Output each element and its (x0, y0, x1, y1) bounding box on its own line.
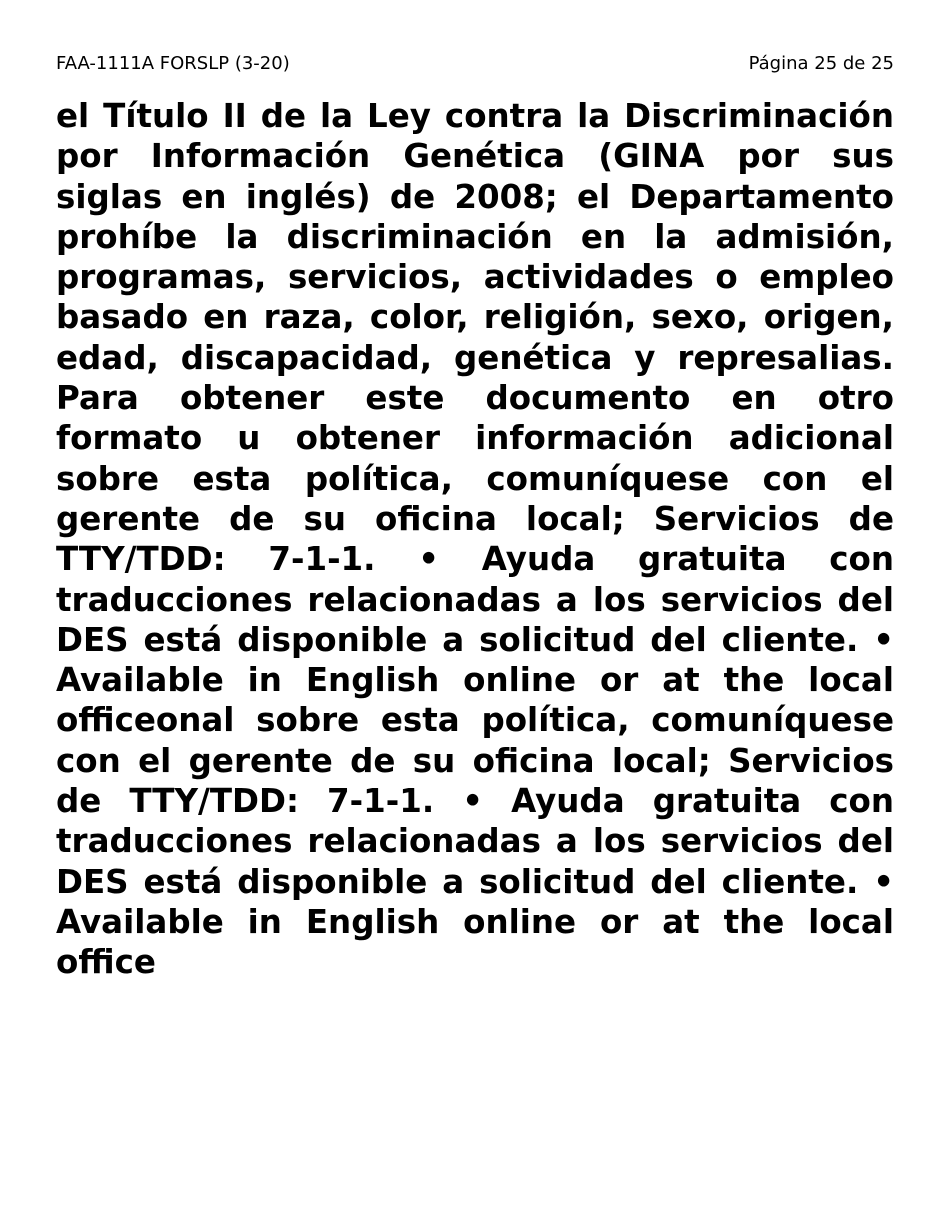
page-number: Página 25 de 25 (748, 53, 894, 74)
nondiscrimination-notice: el Título II de la Ley contra la Discriminación por Información Genética (GINA por sus siglas en inglés) de 2008; el Departamento prohíbe la discriminación en la admisión, programas, servicios, actividades o empleo basado en raza, color, religión, sexo, origen, edad, discapacidad, genética y represalias. Para obtener este documento en otro formato u obtener información adicional sobre esta política, comuníquese con el gerente de su oficina local; Servicios de TTY/TDD: 7-1-1. • Ayuda gratuita con traducciones relacionadas a los servicios del DES está disponible a solicitud del cliente. • Available in English online or at the local officeonal sobre esta política, comuníquese con el gerente de su oficina local; Servicios de TTY/TDD: 7-1-1. • Ayuda gratuita con traducciones relacionadas a los servicios del DES está disponible a solicitud del cliente. • Available in English online or at the local office (56, 97, 894, 982)
form-id: FAA-1111A FORSLP (3-20) (56, 53, 290, 74)
page-header (56, 52, 894, 76)
